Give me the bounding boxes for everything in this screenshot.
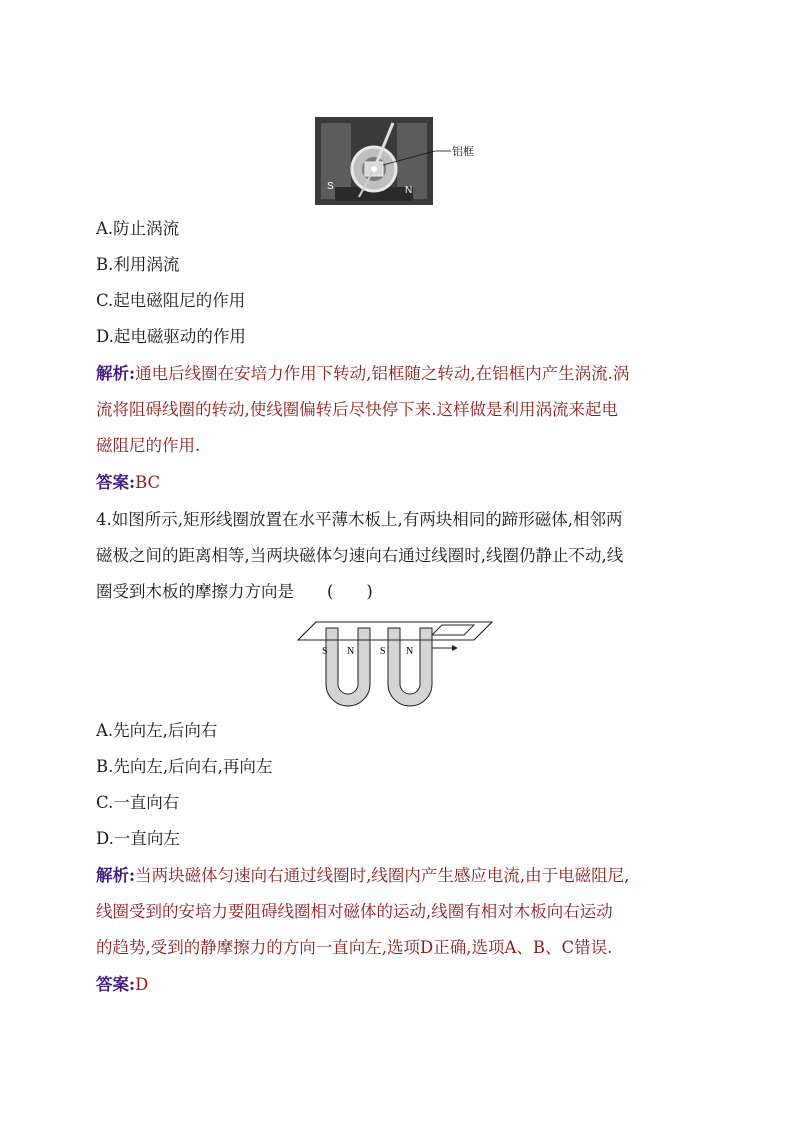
magnet1-n-label: N — [347, 646, 355, 657]
q4-stem-line-3: 圈受到木板的摩擦力方向是 ( ) — [96, 582, 373, 601]
galvanometer-figure — [315, 117, 485, 205]
horseshoe-magnets-figure — [296, 614, 496, 714]
q4-option-a: A.先向左,后向右 — [96, 721, 218, 740]
q3-analysis-line-3: 磁阻尼的作用. — [96, 436, 201, 455]
pole-s-label: S — [327, 181, 334, 192]
q3-answer — [96, 473, 160, 493]
q3-option-a: A.防止涡流 — [96, 219, 180, 238]
q4-analysis-line-2: 线圈受到的安培力要阻碍线圈相对磁体的运动,线圈有相对木板向右运动 — [96, 902, 613, 921]
q4-option-d: D.一直向左 — [96, 829, 180, 848]
q4-answer-label: 答案: — [96, 975, 136, 994]
q3-option-c: C.起电磁阻尼的作用 — [96, 291, 246, 310]
q3-analysis-line-2: 流将阻碍线圈的转动,使线圈偏转后尽快停下来.这样做是利用涡流来起电 — [96, 400, 618, 419]
q3-answer-value: BC — [135, 473, 161, 492]
q4-stem-line-1: 4.如图所示,矩形线圈放置在水平薄木板上,有两块相同的蹄形磁体,相邻两 — [96, 510, 623, 529]
magnet2-s-label: S — [380, 646, 386, 657]
magnet2-n-label: N — [406, 646, 414, 657]
q4-stem-line-2: 磁极之间的距离相等,当两块磁体匀速向右通过线圈时,线圈仍静止不动,线 — [96, 546, 624, 565]
q4-analysis-line-1: 解析:当两块磁体匀速向右通过线圈时,线圈内产生感应电流,由于电磁阻尼, — [96, 866, 630, 885]
q3-option-d: D.起电磁驱动的作用 — [96, 327, 246, 346]
q4-answer-value: D — [135, 975, 149, 994]
aluminum-frame-callout: 铝框 — [452, 145, 474, 158]
q3-analysis-label: 解析: — [96, 364, 136, 383]
q4-analysis-label: 解析: — [96, 866, 136, 885]
pole-n-label: N — [405, 185, 413, 196]
q4-answer — [96, 975, 148, 995]
q3-option-b: B.利用涡流 — [96, 255, 180, 274]
q4-option-b: B.先向左,后向右,再向左 — [96, 757, 273, 776]
magnet1-s-label: S — [322, 646, 328, 657]
q4-analysis-line-3: 的趋势,受到的静摩擦力的方向一直向左,选项D正确,选项A、B、C错误. — [96, 938, 613, 957]
q3-answer-label: 答案: — [96, 473, 136, 492]
q4-option-c: C.一直向右 — [96, 793, 180, 812]
q3-analysis-line-1: 解析:通电后线圈在安培力作用下转动,铝框随之转动,在铝框内产生涡流.涡 — [96, 364, 630, 383]
